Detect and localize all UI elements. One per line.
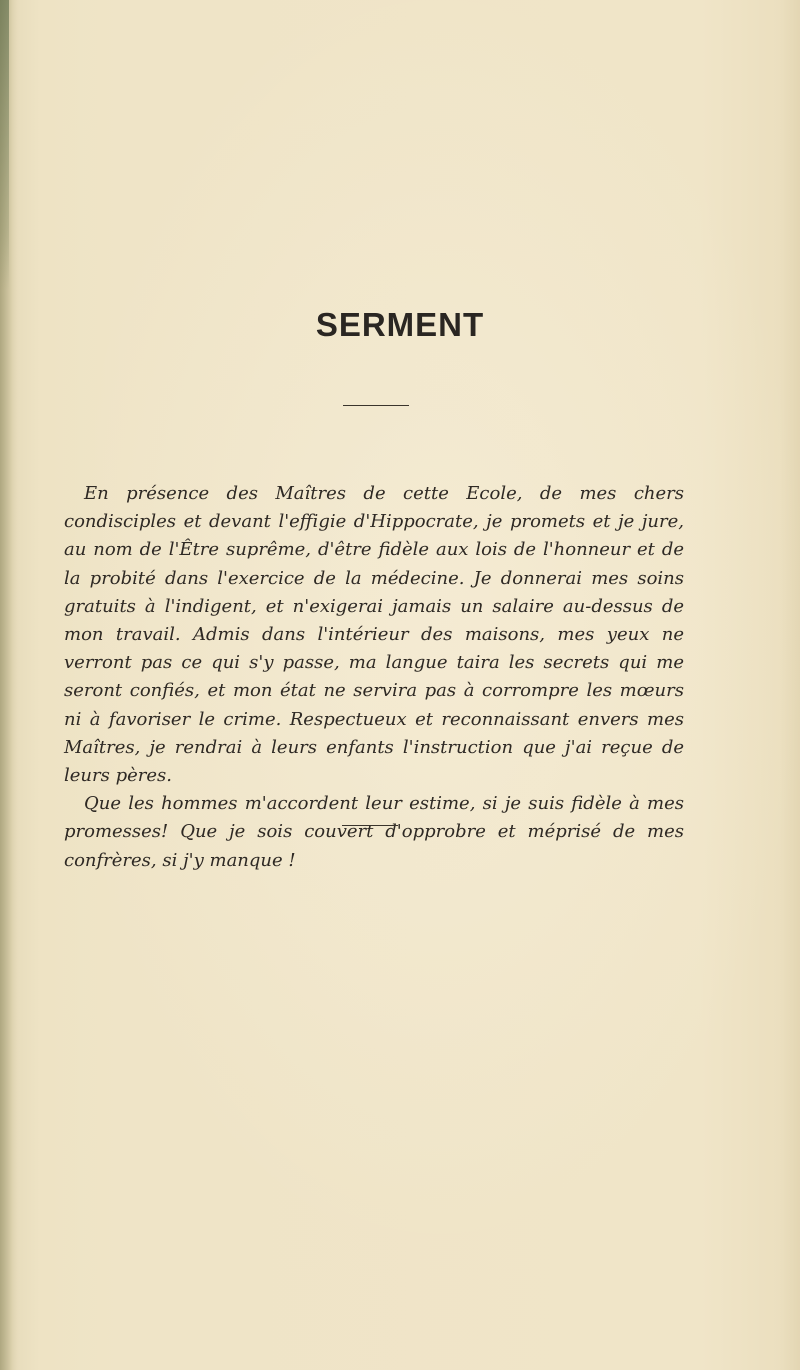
closing-rule: [342, 825, 398, 826]
oath-paragraph-2: Que les hommes m'accordent leur estime, si je suis fidèle à mes promesses! Que je sois couvert d'opprobre et méprisé de mes confrères, si j'y manque !: [64, 793, 684, 871]
page-title: SERMENT: [315, 306, 485, 343]
oath-text: [64, 480, 684, 875]
oath-paragraph-1: En présence des Maîtres de cette Ecole, de mes chers condisciples et devant l'effigie d'Hippocrate, je promets et je jure, au nom de l'Être suprême, d'être fidèle aux lois de l'honneur et de la probité dans l'exercice de la médecine. Je donnerai mes soins gratuits à l'indigent, et n'exigerai jamais un salaire au-dessus de mon travail. Admis dans l'intérieur des maisons, mes yeux ne verront pas ce qui s'y passe, ma langue taira les secrets qui me seront confiés, et mon état ne servira pas à corrompre les mœurs ni à favoriser le crime. Respectueux et reconnaissant envers mes Maîtres, je rendrai à leurs enfants l'instruction que j'ai reçue de leurs pères.: [64, 483, 684, 787]
page-edge-mark: [0, 0, 9, 290]
title-rule: [343, 405, 409, 406]
